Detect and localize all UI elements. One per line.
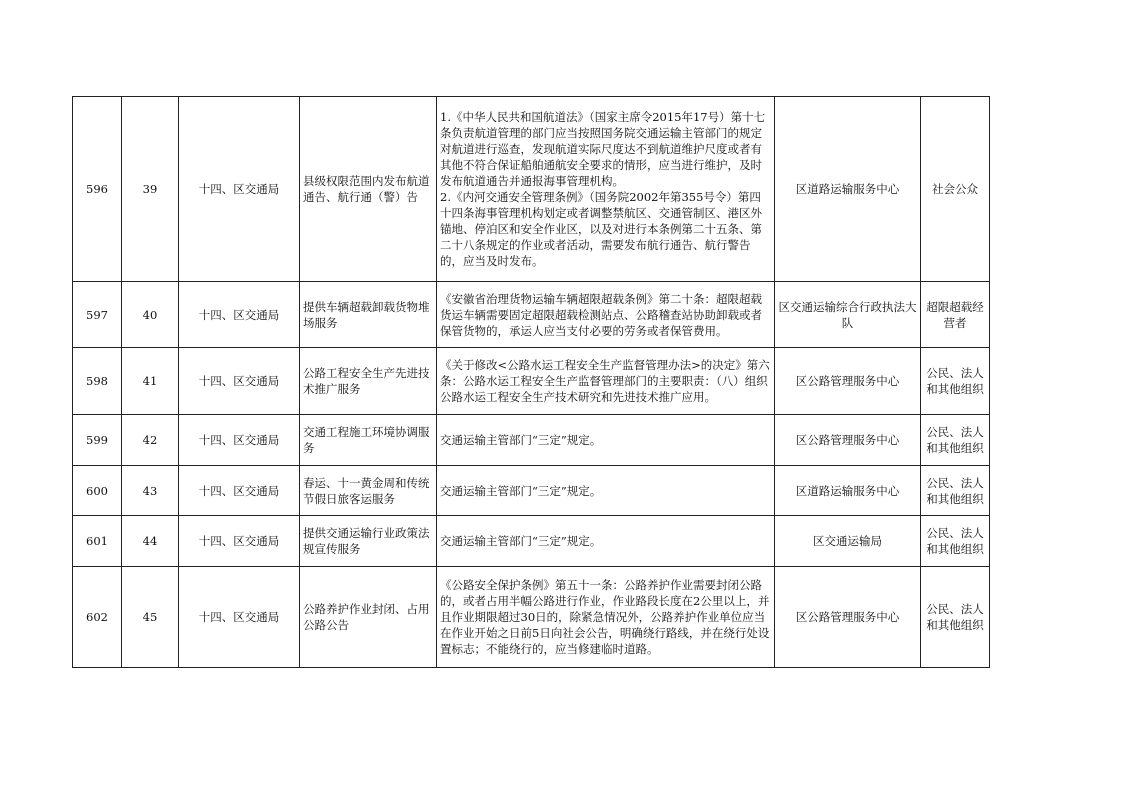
row-number: 596: [73, 97, 122, 282]
department-cell: 十四、区交通局: [179, 567, 300, 668]
service-name-cell: 提供车辆超载卸载货物堆场服务: [300, 282, 437, 348]
service-name-cell: 春运、十一黄金周和传统节假日旅客运服务: [300, 466, 437, 516]
row-sub-number: 40: [122, 282, 179, 348]
service-target-cell: 超限超载经营者: [921, 282, 990, 348]
table-row: [73, 348, 990, 415]
department-cell: 十四、区交通局: [179, 282, 300, 348]
row-number: 602: [73, 567, 122, 668]
table-row: [73, 516, 990, 567]
table-row: [73, 567, 990, 668]
service-name-cell: 提供交通运输行业政策法规宣传服务: [300, 516, 437, 567]
row-sub-number: 39: [122, 97, 179, 282]
row-sub-number: 44: [122, 516, 179, 567]
service-name-cell: 公路工程安全生产先进技术推广服务: [300, 348, 437, 415]
service-list-table: [72, 96, 990, 668]
table-row: [73, 415, 990, 466]
service-target-cell: 公民、法人和其他组织: [921, 415, 990, 466]
service-name-cell: 公路养护作业封闭、占用公路公告: [300, 567, 437, 668]
table-row: [73, 282, 990, 348]
service-target-cell: 公民、法人和其他组织: [921, 567, 990, 668]
table-row: [73, 97, 990, 282]
service-name-cell: 交通工程施工环境协调服务: [300, 415, 437, 466]
row-sub-number: 42: [122, 415, 179, 466]
row-number: 600: [73, 466, 122, 516]
row-number: 601: [73, 516, 122, 567]
row-number: 597: [73, 282, 122, 348]
responsible-unit-cell: 区公路管理服务中心: [775, 567, 921, 668]
table-row: [73, 466, 990, 516]
department-cell: 十四、区交通局: [179, 415, 300, 466]
service-target-cell: 公民、法人和其他组织: [921, 466, 990, 516]
row-number: 599: [73, 415, 122, 466]
row-sub-number: 45: [122, 567, 179, 668]
responsible-unit-cell: 区交通运输局: [775, 516, 921, 567]
responsible-unit-cell: 区道路运输服务中心: [775, 97, 921, 282]
legal-basis-cell: 交通运输主管部门“三定”规定。: [437, 415, 775, 466]
department-cell: 十四、区交通局: [179, 348, 300, 415]
service-target-cell: 公民、法人和其他组织: [921, 348, 990, 415]
service-name-cell: 县级权限范围内发布航道通告、航行通（警）告: [300, 97, 437, 282]
legal-basis-cell: 《安徽省治理货物运输车辆超限超载条例》第二十条：超限超载货运车辆需要固定超限超载检测站点、公路稽查站协助卸载或者保管货物的，承运人应当支付必要的劳务或者保管费用。: [437, 282, 775, 348]
row-sub-number: 41: [122, 348, 179, 415]
legal-basis-cell: 1.《中华人民共和国航道法》（国家主席令2015年17号）第十七条负责航道管理的部门应当按照国务院交通运输主管部门的规定对航道进行巡查，发现航道实际尺度达不到航道维护尺度或者有其他不符合保证船舶通航安全要求的情形，应当进行维护，及时发布航道通告并通报海事管理机构。 2.《内河交通安全管理条例》（国务院2002年第355号令）第四十四条海事管理机构划定或者调整禁航区、交通管制区、港区外锚地、停泊区和安全作业区，以及对进行本条例第二十五条、第二十八条规定的作业或者活动，需要发布航行通告、航行警告的，应当及时发布。: [437, 97, 775, 282]
responsible-unit-cell: 区道路运输服务中心: [775, 466, 921, 516]
legal-basis-cell: 交通运输主管部门“三定”规定。: [437, 466, 775, 516]
department-cell: 十四、区交通局: [179, 97, 300, 282]
legal-basis-cell: 交通运输主管部门“三定”规定。: [437, 516, 775, 567]
service-target-cell: 社会公众: [921, 97, 990, 282]
row-sub-number: 43: [122, 466, 179, 516]
responsible-unit-cell: 区公路管理服务中心: [775, 415, 921, 466]
row-number: 598: [73, 348, 122, 415]
responsible-unit-cell: 区公路管理服务中心: [775, 348, 921, 415]
legal-basis-cell: 《公路安全保护条例》第五十一条：公路养护作业需要封闭公路的，或者占用半幅公路进行作业，作业路段长度在2公里以上，并且作业期限超过30日的，除紧急情况外，公路养护作业单位应当在作业开始之日前5日向社会公告，明确绕行路线，并在绕行处设置标志；不能绕行的，应当修建临时道路。: [437, 567, 775, 668]
legal-basis-cell: 《关于修改<公路水运工程安全生产监督管理办法>的决定》第六条：公路水运工程安全生产监督管理部门的主要职责：（八）组织公路水运工程安全生产技术研究和先进技术推广应用。: [437, 348, 775, 415]
service-target-cell: 公民、法人和其他组织: [921, 516, 990, 567]
department-cell: 十四、区交通局: [179, 516, 300, 567]
responsible-unit-cell: 区交通运输综合行政执法大队: [775, 282, 921, 348]
department-cell: 十四、区交通局: [179, 466, 300, 516]
